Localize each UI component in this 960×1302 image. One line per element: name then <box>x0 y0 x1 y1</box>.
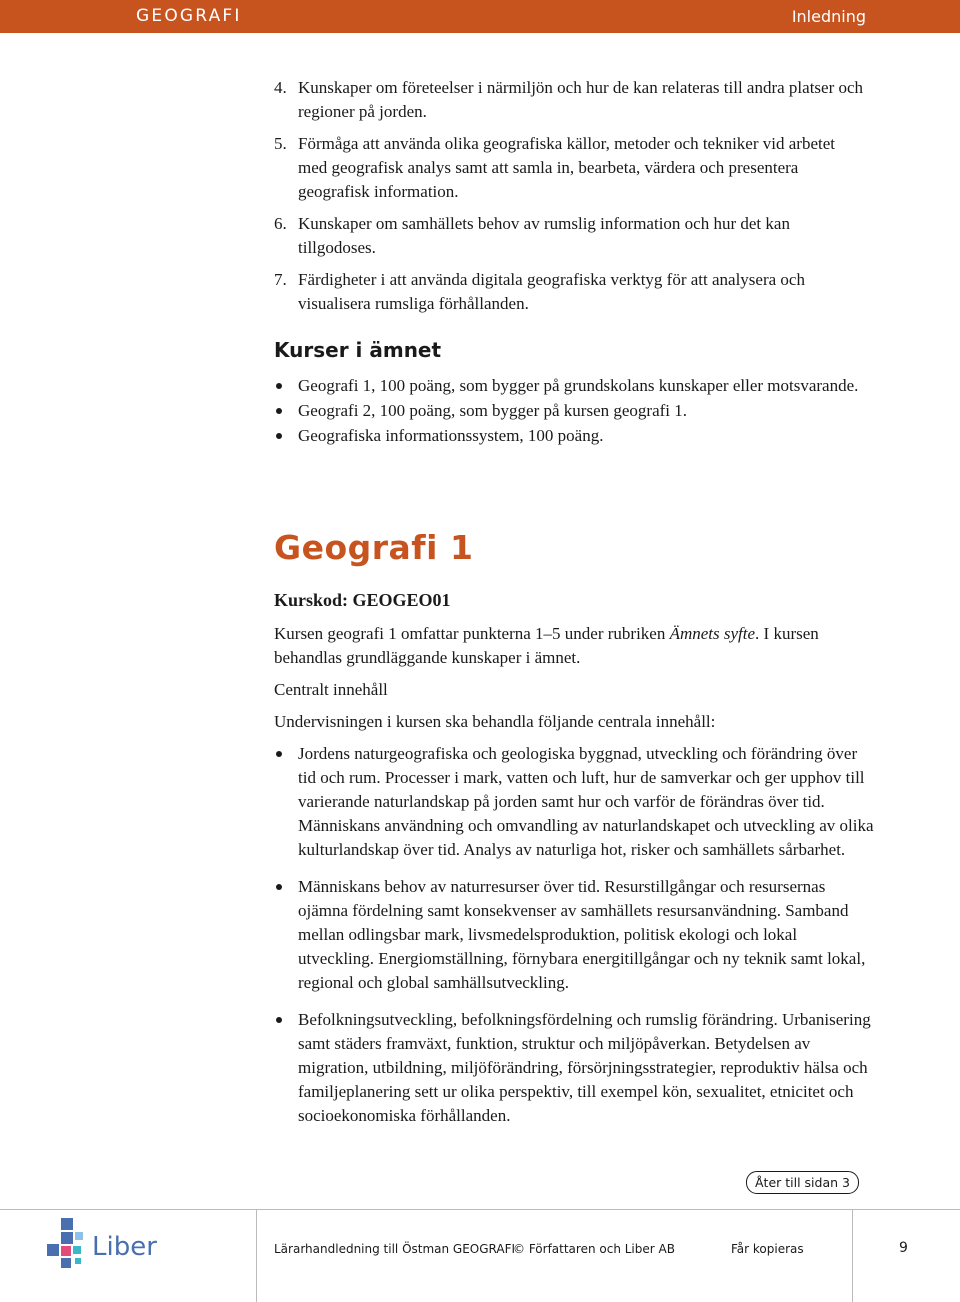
course-list-text: Geografi 1, 100 poäng, som bygger på grundskolans kunskaper eller motsvarande. <box>298 376 859 395</box>
content-item <box>274 1008 874 1128</box>
content-text: Befolkningsutveckling, befolkningsfördelning och rumslig förändring. Urbanisering samt städers framväxt, funktion, struktur och miljöpåverkan. Betydelsen av migration, utbildning, miljöförändring, försörjningsstrategier, reproduktiv hälsa och familjeplanering sett ur olika perspektiv, till exempel kön, sexualitet, etnicitet och socioekonomiska förhållanden. <box>298 1010 871 1125</box>
course-list-text: Geografiska informationssystem, 100 poäng. <box>298 426 604 445</box>
goal-item <box>274 268 864 316</box>
goal-text: Färdigheter i att använda digitala geografiska verktyg för att analysera och visualisera rumsliga förhållanden. <box>298 270 805 313</box>
intro-part-a: Kursen geografi 1 omfattar punkterna 1–5 under rubriken <box>274 624 670 643</box>
intro-part-b: . I kursen behandlas grundläggande kunskaper i ämnet. <box>274 624 819 667</box>
back-to-page-3-link[interactable]: Åter till sidan 3 <box>746 1171 859 1194</box>
bullet-icon <box>276 433 282 439</box>
content-text: Jordens naturgeografiska och geologiska byggnad, utveckling och förändring över tid och rum. Processer i mark, vatten och luft, hur de samverkar och ger upphov till varierande naturlandskap på jorden samt hur och varför de förändras över tid. Människans användning och omvandling av naturlandskapet och utveckling av olika kulturlandskap över tid. Analys av naturliga hot, risker och samhällets sårbarhet. <box>298 744 874 859</box>
goal-number: 4. <box>274 78 287 97</box>
goal-text: Förmåga att använda olika geografiska källor, metoder och tekniker vid arbetet med geografisk analys samt att samla in, bearbeta, värdera och presentera geografisk information. <box>298 134 835 201</box>
content-item <box>274 875 874 995</box>
footer-title: Lärarhandledning till Östman GEOGRAFI <box>274 1242 516 1256</box>
courses-heading: Kurser i ämnet <box>274 338 442 362</box>
course-list-text: Geografi 2, 100 poäng, som bygger på kursen geografi 1. <box>298 401 688 420</box>
bullet-icon <box>276 751 282 757</box>
bullet-icon <box>276 1017 282 1023</box>
footer-divider-vertical <box>852 1210 853 1302</box>
content-list <box>274 742 874 1141</box>
goal-item <box>274 132 864 204</box>
goal-item <box>274 76 864 124</box>
course-code: Kurskod: GEOGEO01 <box>274 590 451 610</box>
goal-item <box>274 212 864 260</box>
goal-number: 6. <box>274 214 287 233</box>
header-bar <box>0 0 960 33</box>
courses-list <box>274 374 864 449</box>
footer-rights: Får kopieras <box>731 1242 804 1256</box>
content-text: Människans behov av naturresurser över tid. Resurstillgångar och resursernas ojämna fördelning samt konsekvenser av samhällets resursanvändning. Samband mellan odlingsbar mark, livsmedelsproduktion, politisk ekologi och lokal utveckling. Energiomställning, förnybara energitillgångar och ny teknik samt lokal, regional och global samhällsutveckling. <box>298 877 866 992</box>
goals-list <box>274 76 864 324</box>
content-item <box>274 742 874 862</box>
course-list-item <box>274 424 864 448</box>
bullet-icon <box>276 884 282 890</box>
intro-emphasis: Ämnets syfte <box>669 624 756 643</box>
footer-copyright: © Författaren och Liber AB <box>513 1242 675 1256</box>
course-intro <box>274 622 864 670</box>
header-section: Inledning <box>791 7 866 26</box>
bullet-icon <box>276 408 282 414</box>
central-content-label: Centralt innehåll <box>274 680 388 699</box>
page-number: 9 <box>899 1240 908 1256</box>
header-subject: GEOGRAFI <box>136 6 242 26</box>
goal-text: Kunskaper om företeelser i närmiljön och hur de kan relateras till andra platser och regioner på jorden. <box>298 78 864 121</box>
logo-text: Liber <box>92 1232 157 1262</box>
course-title: Geografi 1 <box>274 528 474 567</box>
goal-number: 7. <box>274 270 287 289</box>
instruction-text: Undervisningen i kursen ska behandla följande centrala innehåll: <box>274 712 716 731</box>
goal-text: Kunskaper om samhällets behov av rumslig information och hur det kan tillgodoses. <box>298 214 790 257</box>
bullet-icon <box>276 383 282 389</box>
course-list-item <box>274 399 864 423</box>
course-list-item <box>274 374 864 398</box>
goal-number: 5. <box>274 134 287 153</box>
footer-divider-vertical <box>256 1210 257 1302</box>
footer-divider <box>0 1209 960 1210</box>
